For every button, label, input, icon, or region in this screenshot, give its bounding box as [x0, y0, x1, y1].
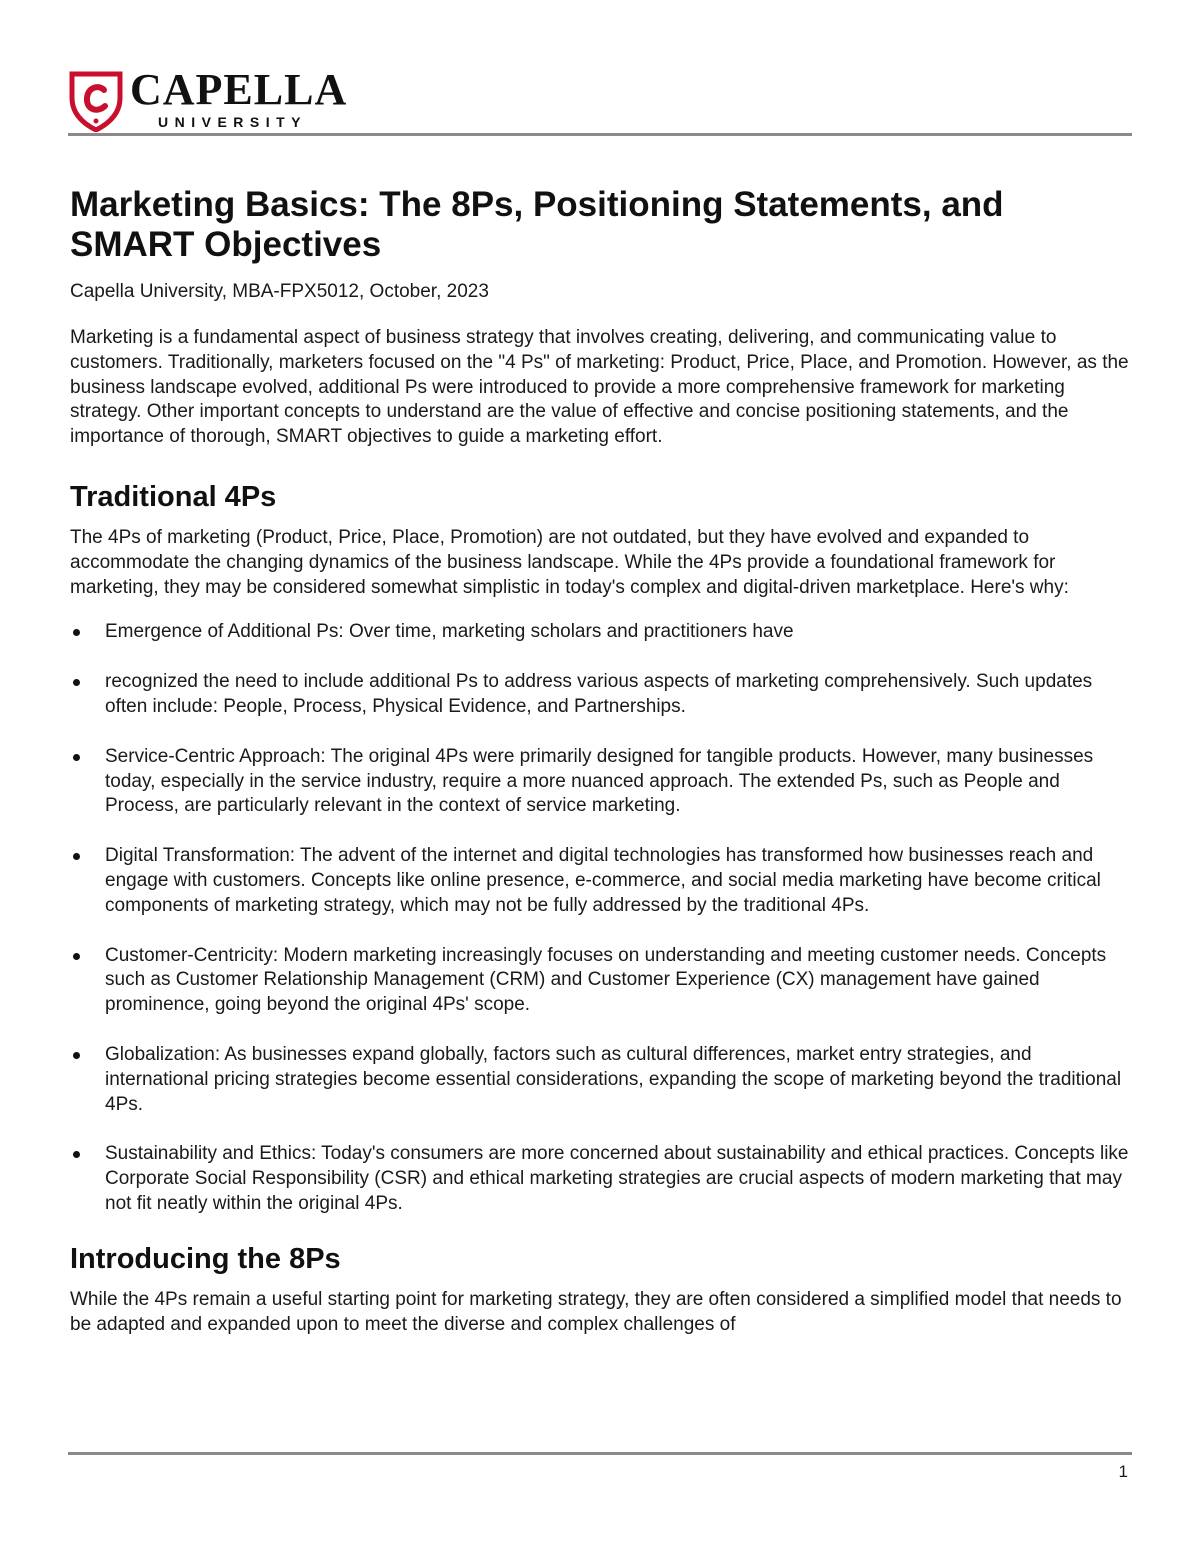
brand-name: CAPELLA	[130, 65, 348, 114]
list-item	[70, 1142, 1132, 1216]
list-item	[70, 745, 1132, 819]
section-heading-traditional-4ps: Traditional 4Ps	[70, 480, 277, 513]
section-heading-introducing-8ps: Introducing the 8Ps	[70, 1242, 341, 1275]
list-item	[70, 670, 1132, 720]
list-item	[70, 1043, 1132, 1117]
bullet-icon	[73, 1151, 80, 1158]
bullet-list	[70, 620, 1132, 1216]
bullet-text: recognized the need to include additional Ps to address various aspects of marketing comprehensively. Such updates often include: People, Process, Physical Evidence, and Partnerships.	[105, 671, 1093, 717]
list-item	[70, 944, 1132, 1018]
footer-divider	[68, 1452, 1132, 1455]
bullet-text: Service-Centric Approach: The original 4Ps were primarily designed for tangible products. However, many businesses today, especially in the service industry, require a more nuanced approach. The extended Ps, such as People and Process, are particularly relevant in the context of service marketing.	[105, 745, 1094, 817]
intro-paragraph: Marketing is a fundamental aspect of business strategy that involves creating, delivering, and communicating value to customers. Traditionally, marketers focused on the "4 Ps" of marketing: Product, Price, Place, and Promotion. However, as the business landscape evolved, additional Ps were introduced to provide a more comprehensive framework for marketing strategy. Other important concepts to understand are the value of effective and concise positioning statements, and the importance of thorough, SMART objectives to guide a marketing effort.	[70, 327, 1129, 448]
brand-subname: UNIVERSITY	[158, 114, 308, 130]
bullet-text: Emergence of Additional Ps: Over time, marketing scholars and practitioners have	[105, 621, 794, 643]
list-item	[70, 844, 1132, 918]
bullet-text: Digital Transformation: The advent of the internet and digital technologies has transformed how businesses reach and engage with customers. Concepts like online presence, e-commerce, and social media marketing have become critical components of marketing strategy, which may not be fully addressed by the traditional 4Ps.	[105, 845, 1101, 916]
bullet-icon	[73, 853, 80, 860]
capella-shield-icon	[68, 68, 124, 132]
capella-logo	[68, 65, 348, 132]
bullet-icon	[73, 679, 80, 686]
bullet-icon	[73, 953, 80, 960]
section-body-introducing-8ps: While the 4Ps remain a useful starting point for marketing strategy, they are often considered a simplified model that needs to be adapted and expanded upon to meet the diverse and complex challenges of	[70, 1288, 1122, 1335]
bullet-icon	[73, 1052, 80, 1059]
document-title: Marketing Basics: The 8Ps, Positioning Statements, and SMART Objectives	[70, 185, 1004, 264]
page-number: 1	[1118, 1462, 1128, 1481]
bullet-text: Sustainability and Ethics: Today's consumers are more concerned about sustainability and ethical practices. Concepts like Corporate Social Responsibility (CSR) and ethical marketing strategies are crucial aspects of modern marketing that may not fit neatly within the original 4Ps.	[105, 1143, 1129, 1214]
bullet-icon	[73, 629, 80, 636]
bullet-text: Globalization: As businesses expand globally, factors such as cultural differences, market entry strategies, and international pricing strategies become essential considerations, expanding the scope of marketing beyond the traditional 4Ps.	[105, 1043, 1122, 1115]
section-body-traditional-4ps: The 4Ps of marketing (Product, Price, Place, Promotion) are not outdated, but they have evolved and expanded to accommodate the changing dynamics of the business landscape. While the 4Ps provide a foundational framework for marketing, they may be considered somewhat simplistic in today's complex and digital-driven marketplace. Here's why:	[70, 526, 1069, 598]
document-body	[70, 185, 1132, 1337]
bullet-icon	[73, 754, 80, 761]
header-divider	[68, 133, 1132, 136]
document-subtitle: Capella University, MBA-FPX5012, October, 2023	[70, 281, 489, 302]
bullet-text: Customer-Centricity: Modern marketing increasingly focuses on understanding and meeting customer needs. Concepts such as Customer Relationship Management (CRM) and Customer Experience (CX) management have gained prominence, going beyond the original 4Ps' scope.	[105, 944, 1107, 1016]
list-item	[70, 620, 1132, 645]
